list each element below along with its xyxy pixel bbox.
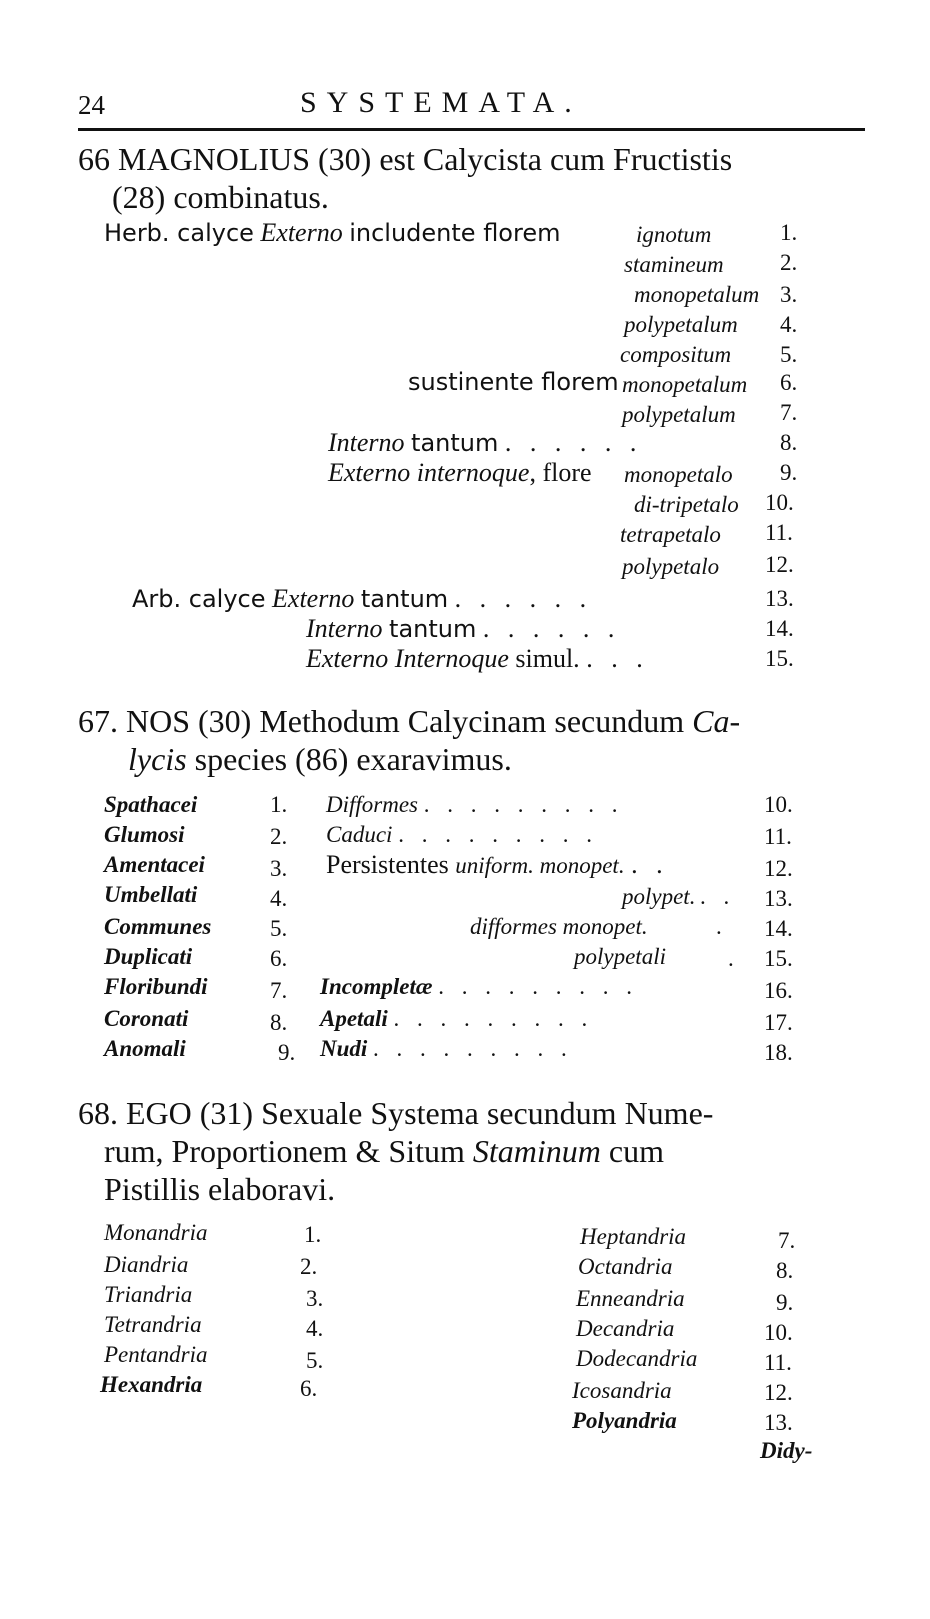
s67-right-term: Apetali bbox=[320, 1006, 388, 1031]
s67-right-num: 13. bbox=[764, 886, 793, 911]
s67-right-term: polypet. bbox=[622, 884, 696, 909]
s67-right-row bbox=[326, 792, 624, 818]
s66-num: 11. bbox=[765, 520, 793, 545]
s67-line2 bbox=[128, 740, 512, 778]
s67-right-term: difformes monopet. bbox=[470, 914, 648, 939]
s68-line3: Pistillis elaboravi. bbox=[104, 1171, 336, 1207]
s67-left-num: 7. bbox=[270, 978, 288, 1003]
s66-term: stamineum bbox=[624, 252, 724, 277]
simul-label: simul. bbox=[515, 644, 580, 673]
s68-right-num: 13. bbox=[764, 1410, 793, 1435]
s68-right-term: Heptandria bbox=[580, 1224, 687, 1249]
s68-right-term: Polyandria bbox=[572, 1408, 677, 1433]
flore-label: , flore bbox=[529, 458, 592, 487]
sustinente-label: sustinente florem bbox=[408, 368, 619, 396]
s68-left-num: 1. bbox=[304, 1222, 322, 1247]
s67-left-term: Glumosi bbox=[104, 822, 185, 847]
s66-term: ignotum bbox=[636, 222, 712, 247]
s68-left-term: Hexandria bbox=[100, 1372, 203, 1397]
leader-dots: . . . . . . bbox=[454, 584, 593, 613]
tantum-label: tantum bbox=[411, 429, 499, 457]
arb-line-3 bbox=[306, 644, 649, 674]
s66-num: 4. bbox=[780, 312, 798, 337]
s67-right-num: 12. bbox=[764, 856, 793, 881]
s66-term: polypetalo bbox=[622, 554, 720, 579]
s66-term: di-tripetalo bbox=[634, 492, 739, 517]
s67-right-num: 15. bbox=[764, 946, 793, 971]
s67-right-term2: uniform. monopet. bbox=[455, 853, 625, 878]
s67-right-term: Persistentes bbox=[326, 850, 449, 879]
s67-right-row bbox=[320, 974, 638, 1000]
s68-left-term: Diandria bbox=[104, 1252, 189, 1277]
s67-right-num: 11. bbox=[764, 824, 792, 849]
s68-right-term: Enneandria bbox=[576, 1286, 685, 1311]
interno-line bbox=[328, 428, 642, 458]
s67-left-num: 6. bbox=[270, 946, 288, 971]
s68-right-num: 11. bbox=[764, 1350, 792, 1375]
leader-dots: . . . . . . bbox=[504, 428, 643, 457]
s67-line1a: 67. NOS (30) Methodum Calycinam secundum bbox=[78, 703, 693, 739]
s67-right-term: Caduci bbox=[326, 822, 393, 847]
leader-dots: . . . bbox=[586, 644, 649, 673]
s66-herb-line bbox=[104, 218, 560, 248]
s66-num: 6. bbox=[780, 370, 798, 395]
s66-term: monopetalo bbox=[624, 462, 733, 487]
s67-left-term: Umbellati bbox=[104, 882, 198, 907]
s68-line2c: cum bbox=[600, 1133, 664, 1169]
s68-right-term: Octandria bbox=[578, 1254, 673, 1279]
s68-right-term: Decandria bbox=[576, 1316, 675, 1341]
s66-term: polypetalum bbox=[622, 402, 736, 427]
s67-right-term: Difformes bbox=[326, 792, 418, 817]
includente-label: includente florem bbox=[349, 219, 561, 247]
s68-left-term: Pentandria bbox=[104, 1342, 208, 1367]
s68-line2a: rum, Proportionem & Situm bbox=[104, 1133, 473, 1169]
s67-line1b: Ca- bbox=[692, 703, 741, 739]
leader-dots: . . bbox=[631, 850, 669, 879]
ext-int-label: Externo internoque bbox=[328, 458, 530, 487]
s67-right-num: 17. bbox=[764, 1010, 793, 1035]
s67-right-num: 10. bbox=[764, 792, 793, 817]
catchword: Didy- bbox=[760, 1438, 813, 1463]
s67-line2a: lycis bbox=[128, 741, 187, 777]
s67-right-term: Incompletæ bbox=[320, 974, 433, 999]
interno-label: Interno bbox=[328, 428, 405, 457]
s67-left-term: Spathacei bbox=[104, 792, 198, 817]
s67-left-term: Communes bbox=[104, 914, 212, 939]
s66-num: 12. bbox=[765, 552, 794, 577]
externo-label: Externo bbox=[260, 218, 343, 247]
s67-right-term: Nudi bbox=[320, 1036, 368, 1061]
s66-num: 3. bbox=[780, 282, 798, 307]
s66-num: 1. bbox=[780, 220, 798, 245]
s66-num: 15. bbox=[765, 646, 794, 671]
s68-left-num: 2. bbox=[300, 1254, 318, 1279]
s68-right-num: 12. bbox=[764, 1380, 793, 1405]
herb-label: Herb. calyce bbox=[104, 219, 254, 247]
s68-left-term: Monandria bbox=[104, 1220, 208, 1245]
s67-right-num: 14. bbox=[764, 916, 793, 941]
s66-num: 8. bbox=[780, 430, 798, 455]
s68-left-term: Tetrandria bbox=[104, 1312, 202, 1337]
s67-left-num: 2. bbox=[270, 824, 288, 849]
s68-right-num: 9. bbox=[776, 1290, 794, 1315]
tantum-label: tantum bbox=[360, 585, 449, 613]
s67-left-term: Anomali bbox=[104, 1036, 186, 1061]
s66-term: monopetalum bbox=[634, 282, 760, 307]
s67-right-row bbox=[320, 1006, 593, 1032]
arb-label: Arb. calyce bbox=[132, 585, 266, 613]
arb-ext-label: Externo bbox=[272, 584, 355, 613]
s68-line2b: Staminum bbox=[472, 1133, 601, 1169]
s67-right-row bbox=[326, 822, 598, 848]
s66-num: 7. bbox=[780, 400, 798, 425]
s68-left-num: 3. bbox=[306, 1286, 324, 1311]
s66-num: 2. bbox=[780, 250, 798, 275]
s67-left-term: Floribundi bbox=[104, 974, 208, 999]
leader-dots: . . . . . . . . . bbox=[393, 1006, 594, 1031]
s68-right-num: 10. bbox=[764, 1320, 793, 1345]
s67-right-num: 18. bbox=[764, 1040, 793, 1065]
running-title: SYSTEMATA. bbox=[300, 86, 582, 119]
page-number: 24 bbox=[78, 90, 105, 120]
leader-dots: . bbox=[728, 946, 734, 971]
s68-right-num: 8. bbox=[776, 1258, 794, 1283]
s68-right-term: Dodecandria bbox=[576, 1346, 698, 1371]
s66-term: polypetalum bbox=[624, 312, 738, 337]
s67-left-num: 9. bbox=[278, 1040, 296, 1065]
s66-term: tetrapetalo bbox=[620, 522, 721, 547]
s67-line2b: species (86) exaravimus. bbox=[186, 741, 512, 777]
s67-left-term: Coronati bbox=[104, 1006, 189, 1031]
s68-right-term: Icosandria bbox=[572, 1378, 672, 1403]
s67-left-num: 3. bbox=[270, 856, 288, 881]
leader-dots: . bbox=[716, 914, 722, 939]
tantum-label: tantum bbox=[389, 615, 477, 643]
s67-right-row bbox=[326, 850, 669, 880]
s68-right-num: 7. bbox=[778, 1228, 796, 1253]
s66-num: 14. bbox=[765, 616, 794, 641]
s67-left-num: 8. bbox=[270, 1010, 288, 1035]
s67-left-term: Amentacei bbox=[104, 852, 205, 877]
leader-dots: . . . . . . . . . bbox=[398, 822, 598, 847]
s67-right-row bbox=[320, 1036, 573, 1062]
s66-num: 10. bbox=[765, 490, 794, 515]
arb-line-2 bbox=[306, 614, 620, 644]
arb-ext2-label: Externo Internoque bbox=[306, 644, 509, 673]
s66-term: monopetalum bbox=[622, 372, 748, 397]
s68-line1: 68. EGO (31) Sexuale Systema secundum Nume- bbox=[78, 1095, 714, 1131]
s66-term: compositum bbox=[620, 342, 732, 367]
ext-int-line bbox=[328, 458, 592, 488]
arb-line-1 bbox=[132, 584, 592, 614]
s67-left-num: 1. bbox=[270, 792, 288, 817]
s67-right-num: 16. bbox=[764, 978, 793, 1003]
s68-left-term: Triandria bbox=[104, 1282, 193, 1307]
s68-left-num: 5. bbox=[306, 1348, 324, 1373]
s66-num: 9. bbox=[780, 460, 798, 485]
s67-left-num: 4. bbox=[270, 886, 288, 911]
leader-dots: . . bbox=[700, 884, 736, 909]
header-rule bbox=[78, 128, 865, 131]
s67-left-term: Duplicati bbox=[104, 944, 193, 969]
s68-line2 bbox=[104, 1132, 664, 1170]
leader-dots: . . . . . . . . . bbox=[438, 974, 638, 999]
leader-dots: . . . . . . . . . bbox=[423, 792, 624, 817]
s66-line1: 66 MAGNOLIUS (30) est Calycista cum Fructistis bbox=[78, 141, 733, 177]
s67-right-term: polypetali bbox=[574, 944, 666, 969]
arb-int-label: Interno bbox=[306, 614, 383, 643]
s66-num: 5. bbox=[780, 342, 798, 367]
s66-line2: (28) combinatus. bbox=[112, 179, 329, 215]
s67-line1 bbox=[78, 702, 740, 740]
s66-num: 13. bbox=[765, 586, 794, 611]
s68-left-num: 6. bbox=[300, 1376, 318, 1401]
s68-left-num: 4. bbox=[306, 1316, 324, 1341]
leader-dots: . . . . . . . . . bbox=[373, 1036, 573, 1061]
leader-dots: . . . . . . bbox=[482, 614, 621, 643]
s67-left-num: 5. bbox=[270, 916, 288, 941]
